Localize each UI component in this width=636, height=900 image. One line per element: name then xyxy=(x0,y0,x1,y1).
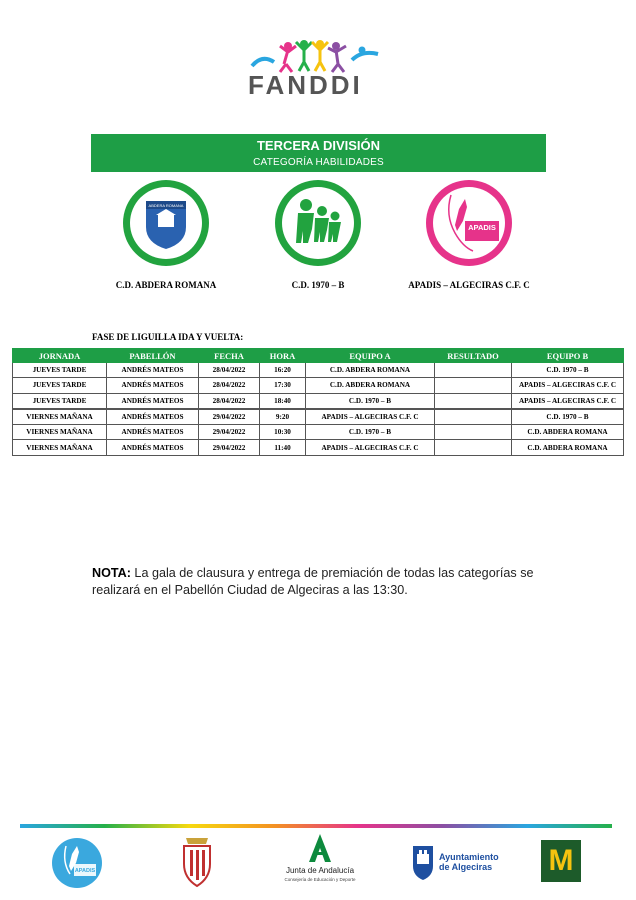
cell-equipo-b: C.D. ABDERA ROMANA xyxy=(512,440,624,455)
cell-equipo-b: C.D. ABDERA ROMANA xyxy=(512,425,624,440)
cell-resultado xyxy=(435,409,512,425)
table-row xyxy=(13,425,624,440)
table-row xyxy=(13,393,624,409)
col-header-fecha: FECHA xyxy=(199,349,260,363)
cell-fecha: 29/04/2022 xyxy=(199,425,260,440)
team-name-1970: C.D. 1970 – B xyxy=(291,280,345,290)
cell-resultado xyxy=(435,378,512,393)
algeciras-cf-crest xyxy=(180,834,214,888)
cell-jornada: VIERNES MAÑANA xyxy=(13,440,107,455)
cell-equipo-b: APADIS – ALGECIRAS C.F. C xyxy=(512,378,624,393)
apadis-emblem-icon xyxy=(433,187,505,259)
cell-fecha: 28/04/2022 xyxy=(199,378,260,393)
cell-equipo-a: APADIS – ALGECIRAS C.F. C xyxy=(306,440,435,455)
cell-resultado xyxy=(435,425,512,440)
ayto-line1: Ayuntamiento xyxy=(439,852,499,862)
team-name-abdera: C.D. ABDERA ROMANA xyxy=(115,280,217,290)
svg-text:APADIS: APADIS xyxy=(74,868,96,874)
team-name-apadis: APADIS – ALGECIRAS C.F. C xyxy=(408,280,530,290)
footer-divider xyxy=(20,824,612,828)
junta-a-icon xyxy=(305,832,335,864)
people-icon xyxy=(282,187,354,259)
shield-icon xyxy=(130,187,202,259)
cell-hora: 10:30 xyxy=(260,425,306,440)
cell-resultado xyxy=(435,440,512,455)
cell-equipo-b: C.D. 1970 – B xyxy=(512,363,624,378)
cell-pabellon: ANDRÉS MATEOS xyxy=(107,440,199,455)
note-text: La gala de clausura y entrega de premiación de todas las categorías se realizará en el Pabellón Ciudad de Algeciras a las 13:30. xyxy=(92,566,534,597)
division-title: TERCERA DIVISIÓN xyxy=(256,138,381,153)
cell-jornada: JUEVES TARDE xyxy=(13,393,107,409)
cell-hora: 11:40 xyxy=(260,440,306,455)
cell-fecha: 29/04/2022 xyxy=(199,409,260,425)
svg-text:ABDERA ROMANA: ABDERA ROMANA xyxy=(148,203,184,208)
table-row xyxy=(13,378,624,393)
cell-jornada: JUEVES TARDE xyxy=(13,363,107,378)
mcdonalds-logo xyxy=(541,840,581,882)
cell-equipo-a: C.D. ABDERA ROMANA xyxy=(306,378,435,393)
col-header-jornada: JORNADA xyxy=(13,349,107,363)
cell-equipo-b: APADIS – ALGECIRAS C.F. C xyxy=(512,393,624,409)
cell-jornada: VIERNES MAÑANA xyxy=(13,425,107,440)
cell-resultado xyxy=(435,363,512,378)
apadis-sponsor-logo xyxy=(52,838,102,888)
cell-fecha: 28/04/2022 xyxy=(199,393,260,409)
apadis-emblem-icon xyxy=(52,838,102,888)
table-row xyxy=(13,440,624,455)
cell-pabellon: ANDRÉS MATEOS xyxy=(107,378,199,393)
fixtures-table xyxy=(12,348,624,456)
fanddi-logo xyxy=(240,36,396,102)
logo-wordmark: FANDDI xyxy=(248,70,363,100)
junta-subtitle: Consejería de Educación y Deporte xyxy=(284,877,356,882)
golden-arches-icon: M xyxy=(548,844,574,877)
cell-equipo-b: C.D. 1970 – B xyxy=(512,409,624,425)
col-header-resultado: RESULTADO xyxy=(435,349,512,363)
cell-hora: 18:40 xyxy=(260,393,306,409)
apadis-logo xyxy=(426,180,512,266)
table-row xyxy=(13,363,624,378)
svg-text:APADIS: APADIS xyxy=(468,223,496,232)
city-crest-icon xyxy=(411,844,435,880)
cell-pabellon: ANDRÉS MATEOS xyxy=(107,393,199,409)
junta-andalucia-logo xyxy=(277,832,363,890)
category-subtitle: CATEGORÍA HABILIDADES xyxy=(253,157,384,168)
division-header xyxy=(91,134,546,172)
cell-fecha: 29/04/2022 xyxy=(199,440,260,455)
cell-fecha: 28/04/2022 xyxy=(199,363,260,378)
abdera-romana-crest xyxy=(123,180,209,266)
col-header-pabellon: PABELLÓN xyxy=(107,349,199,363)
cd-1970-logo xyxy=(275,180,361,266)
cell-hora: 16:20 xyxy=(260,363,306,378)
table-row xyxy=(13,409,624,425)
phase-title: FASE DE LIGUILLA IDA Y VUELTA: xyxy=(92,332,244,342)
cell-resultado xyxy=(435,393,512,409)
cell-jornada: JUEVES TARDE xyxy=(13,378,107,393)
cell-pabellon: ANDRÉS MATEOS xyxy=(107,409,199,425)
crest-icon xyxy=(180,834,214,888)
cell-equipo-a: C.D. 1970 – B xyxy=(306,425,435,440)
cell-equipo-a: APADIS – ALGECIRAS C.F. C xyxy=(306,409,435,425)
cell-equipo-a: C.D. ABDERA ROMANA xyxy=(306,363,435,378)
table-header-row xyxy=(13,349,624,363)
cell-equipo-a: C.D. 1970 – B xyxy=(306,393,435,409)
cell-hora: 9:20 xyxy=(260,409,306,425)
cell-pabellon: ANDRÉS MATEOS xyxy=(107,425,199,440)
closing-note xyxy=(92,565,562,599)
ayto-line2: de Algeciras xyxy=(439,862,493,872)
cell-hora: 17:30 xyxy=(260,378,306,393)
junta-name: Junta de Andalucía xyxy=(285,866,355,875)
col-header-hora: HORA xyxy=(260,349,306,363)
cell-jornada: VIERNES MAÑANA xyxy=(13,409,107,425)
col-header-equipo-a: EQUIPO A xyxy=(306,349,435,363)
col-header-equipo-b: EQUIPO B xyxy=(512,349,624,363)
ayuntamiento-algeciras-logo xyxy=(411,842,511,882)
note-label: NOTA: xyxy=(92,566,131,580)
cell-pabellon: ANDRÉS MATEOS xyxy=(107,363,199,378)
